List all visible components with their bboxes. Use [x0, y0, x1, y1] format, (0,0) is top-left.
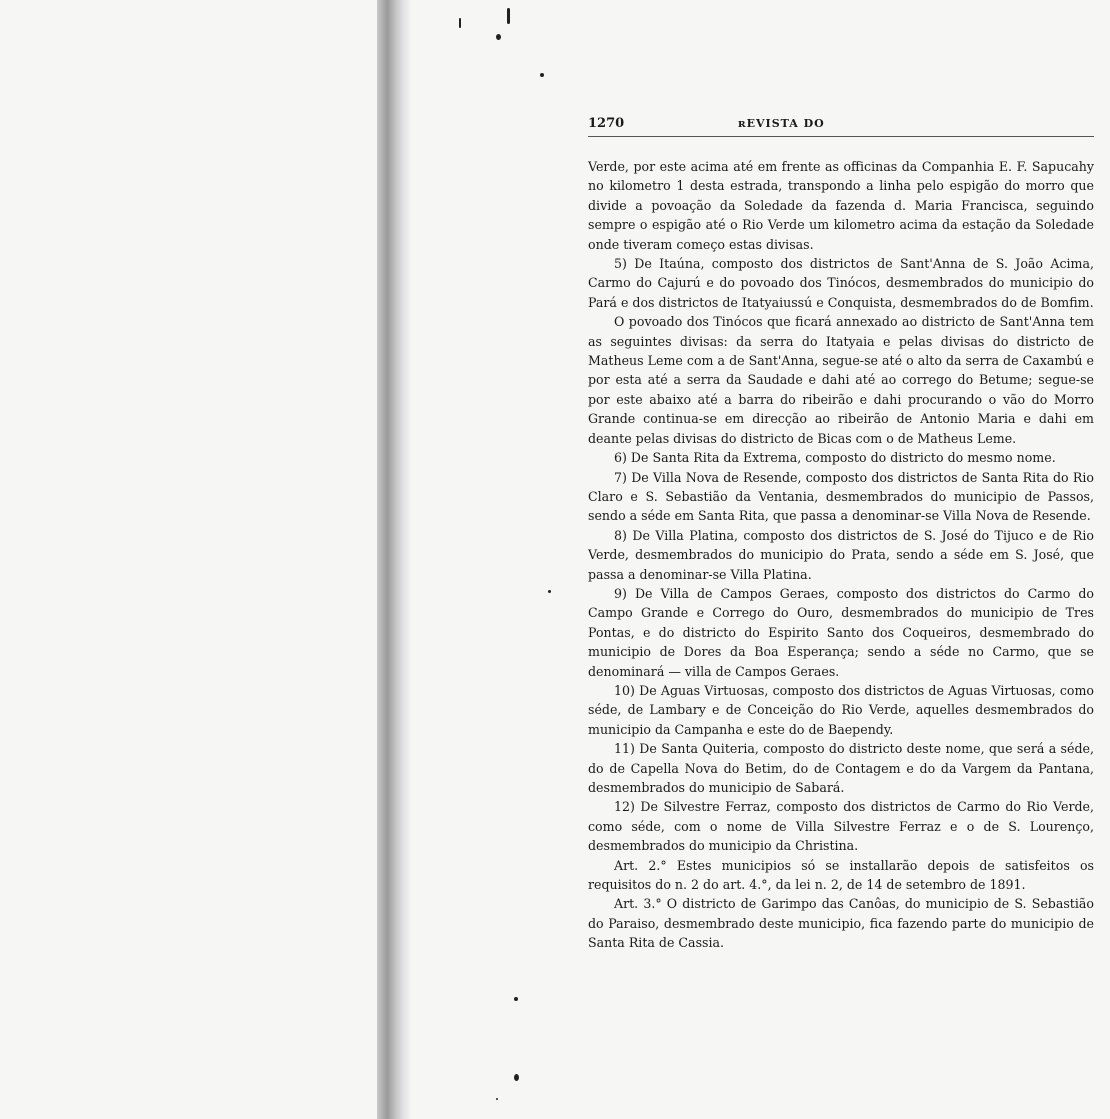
paragraph: 11) De Santa Quiteria, composto do districto deste nome, que será a séde, do de Capella Nova do Betim, do de Contagem e do da Vargem da Pantana, desmembrados do municipio de Sabará. [588, 741, 1094, 795]
running-head: ʀEVISTA DO [738, 117, 825, 130]
scan-speck [540, 73, 544, 77]
paragraph: 8) De Villa Platina, composto dos districtos de S. José do Tijuco e de Rio Verde, desmembrados do municipio do Prata, sendo a séde em S. José, que passa a denominar-se Villa Platina. [588, 527, 1094, 582]
paragraph: 10) De Aguas Virtuosas, composto dos districtos de Aguas Virtuosas, como séde, de Lambary e de Conceição do Rio Verde, aquelles desmembrados do municipio da Campanha e este do de Baependy. [588, 682, 1094, 737]
scan-speck [514, 997, 518, 1001]
paragraph: 7) De Villa Nova de Resende, composto dos districtos de Santa Rita do Rio Claro e S. Sebastião da Ventania, desmembrados do municipio de Passos, sendo a séde em Santa Rita, que passa a denominar-se Villa Nova de Resende. [588, 469, 1094, 524]
book-binding-shadow [377, 0, 411, 1119]
scan-speck [496, 34, 501, 40]
paragraph: 12) De Silvestre Ferraz, composto dos districtos de Carmo do Rio Verde, como séde, com o nome de Villa Silvestre Ferraz e o de S. Lourenço, desmembrados do municipio da Christina. [588, 799, 1094, 854]
document-page [588, 116, 1094, 953]
paragraph: Art. 2.° Estes municipios só se installarão depois de satisfeitos os requisitos do n. 2 do art. 4.°, da lei n. 2, de 14 de setembro de 1891. [588, 857, 1094, 893]
paragraph: Art. 3.° O districto de Garimpo das Canôas, do municipio de S. Sebastião do Paraiso, desmembrado deste municipio, fica fazendo parte do municipio de Santa Rita de Cassia. [588, 896, 1094, 951]
scan-speck [507, 8, 510, 24]
paragraph: 6) De Santa Rita da Extrema, composto do districto do mesmo nome. [614, 450, 1056, 466]
paragraph: 5) De Itaúna, composto dos districtos de Sant'Anna de S. João Acima, Carmo do Cajurú e do povoado dos Tinócos, desmembrados do municipio do Pará e dos districtos de Itatyaiussú e Conquista, desmembrados do de Bomfim. [588, 256, 1094, 310]
scan-speck [514, 1074, 519, 1081]
paragraph: O povoado dos Tinócos que ficará annexado ao districto de Sant'Anna tem as seguintes divisas: da serra do Itatyaia e pelas divisas do districto de Matheus Leme com a de Sant'Anna, segue-se até o alto da serra de Caxambú e por esta até a serra da Saudade e dahi até ao corrego do Betume; segue-se por este abaixo até a barra do ribeirão e dahi procurando o vão do Morro Grande continua-se em direcção ao ribeirão de Antonio Maria e dahi em deante pelas divisas do districto de Bicas com o de Matheus Leme. [588, 314, 1094, 446]
scan-speck [548, 590, 551, 593]
paragraph: 9) De Villa de Campos Geraes, composto dos districtos do Carmo do Campo Grande e Corrego do Ouro, desmembrados do municipio de Tres Pontas, e do districto do Espirito Santo dos Coqueiros, desmembrado do municipio de Dores da Boa Esperança; sendo a séde no Carmo, que se denominará — villa de Campos Geraes. [588, 585, 1094, 679]
scan-speck [459, 18, 461, 28]
paragraph: Verde, por este acima até em frente as officinas da Companhia E. F. Sapucahy no kilometro 1 desta estrada, transpondo a linha pelo espigão do morro que divide a povoação da Soledade da fazenda d. Maria Francisca, seguindo sempre o espigão até o Rio Verde um kilometro acima da estação da Soledade onde tiveram começo estas divisas. [588, 159, 1094, 252]
page-header [588, 116, 1094, 137]
page-number: 1270 [588, 116, 625, 131]
page-body [588, 157, 1094, 953]
scan-speck [496, 1098, 498, 1100]
